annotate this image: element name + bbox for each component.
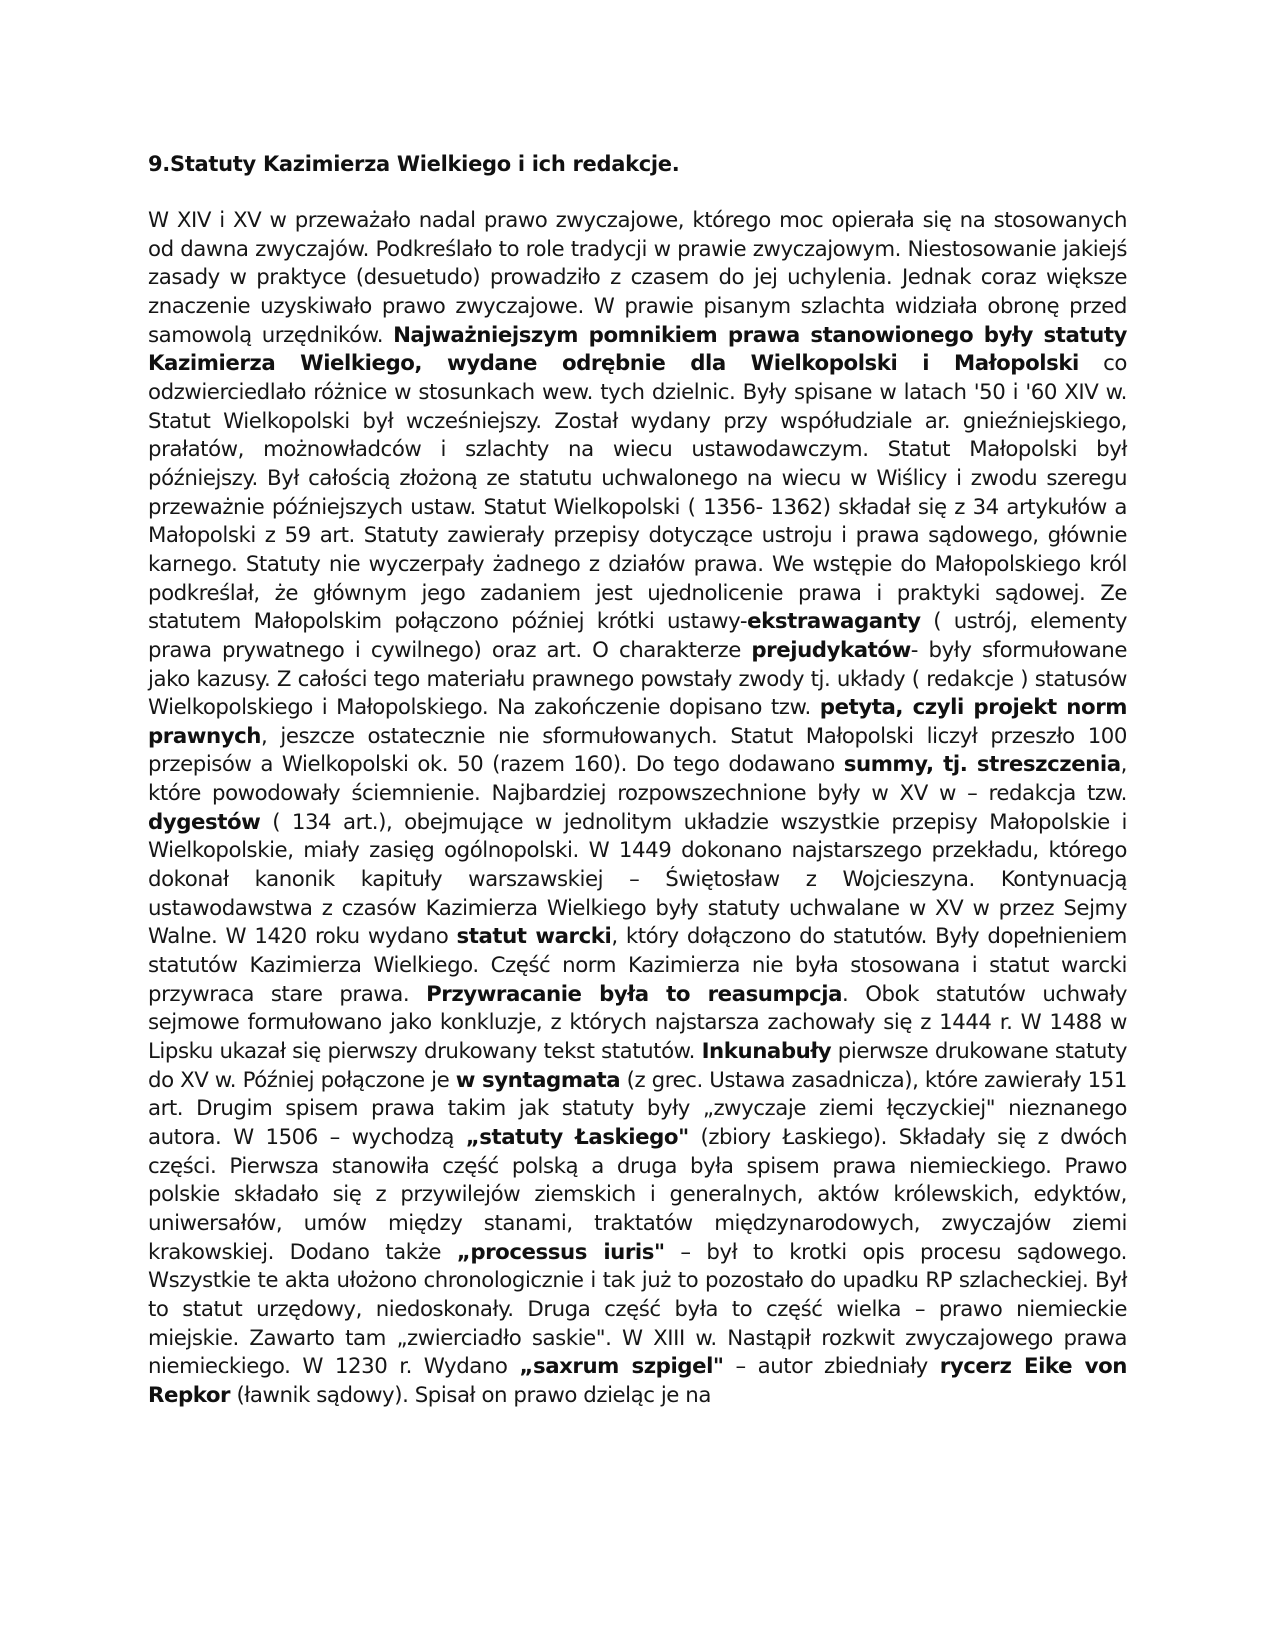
body-text-run: W XIV i XV w przeważało nadal prawo zwyczajowe, którego moc opierała się na stosowanych od dawna zwyczajów. Podkreślało to role tradycji w prawie zwyczajowym. Niestosowanie jakiejś zasady w praktyce (desuetudo) prowadziło z czasem do jej uchylenia. Jednak coraz większe znaczenie uzyskiwało prawo zwyczajowe. W prawie pisanym szlachta widziała obronę przed samowolą urzędników. (148, 208, 1127, 348)
body-text-run: , który dołączono do statutów. Były dopełnieniem statutów Kazimierza Wielkiego. Część norm Kazimierza nie była stosowana i statut warcki przywraca stare prawa. (148, 924, 1127, 1007)
body-text-run: . Obok statutów uchwały sejmowe formułowano jako konkluzje, z których najstarsza zachowały się z 1444 r. W 1488 w Lipsku ukazał się pierwszy drukowany tekst statutów. (148, 981, 1127, 1065)
body-text-run: (ławnik sądowy). Spisał on prawo dzieląc je na (230, 1382, 711, 1408)
document-body (148, 207, 1127, 1411)
bold-term: „saxrum szpigel" (519, 1354, 724, 1380)
bold-term: dygestów (148, 809, 261, 835)
bold-term: prejudykatów (751, 637, 911, 663)
bold-term: Inkunabuły (701, 1039, 832, 1065)
bold-term: summy, tj. streszczenia (843, 752, 1121, 778)
body-text-run: (zbiory Łaskiego). Składały się z dwóch części. Pierwsza stanowiła część polską a druga była spisem prawa niemieckiego. Prawo polskie składało się z przywilejów ziemskich i generalnych, aktów królewskich, edyktów, uniwersałów, umów między stanami, traktatów międzynarodowych, zwyczajów ziemi krakowskiej. Dodano także (148, 1125, 1127, 1265)
bold-term: „processus iuris" (456, 1239, 665, 1265)
body-text-run: – autor zbiedniały (723, 1354, 940, 1380)
body-text-run: , jeszcze ostatecznie nie sformułowanych. Statut Małopolski liczył przeszło 100 przepisów a Wielkopolski ok. 50 (razem 160). Do tego dodawano (148, 723, 1127, 778)
bold-term: „statuty Łaskiego" (465, 1125, 689, 1150)
body-text-run: – był to krotki opis procesu sądowego. Wszystkie te akta ułożono chronologicznie i tak już to pozostało do upadku RP szlacheckiej. Był to statut urzędowy, niedoskonały. Druga część była to część wielka – prawo niemieckie miejskie. Zawarto tam „zwierciadło saskie". W XIII w. Nastąpił rozkwit zwyczajowego prawa niemieckiego. W 1230 r. Wydano (148, 1239, 1128, 1380)
body-text-run: (z grec. Ustawa zasadnicza), które zawierały 151 art. Drugim spisem prawa takim jak statuty były „zwyczaje ziemi łęczyckiej" nieznanego autora. W 1506 – wychodzą (148, 1067, 1127, 1150)
body-text-run: pierwsze drukowane statuty do XV w. Później połączone je (148, 1039, 1127, 1093)
body-text-run: , które powodowały ściemnienie. Najbardziej rozpowszechnione były w XV w – redakcja tzw. (148, 752, 1127, 807)
body-text-run: ( ustrój, elementy prawa prywatnego i cywilnego) oraz art. O charakterze (148, 609, 1127, 663)
body-text-run: ( 134 art.), obejmujące w jednolitym układzie wszystkie przepisy Małopolskie i Wielkopolskie, miały zasięg ogólnopolski. W 1449 dokonano najstarszego przekładu, którego dokonał kanonik kapituły warszawskiej – Świętosław z Wojcieszyna. Kontynuacją ustawodawstwa z czasów Kazimierza Wielkiego były statuty uchwalane w XV w przez Sejmy Walne. W 1420 roku wydano (148, 809, 1127, 950)
bold-term: Przywracanie była to reasumpcja (426, 981, 842, 1007)
bold-term: w syntagmata (455, 1067, 621, 1093)
bold-term: petyta, czyli projekt norm prawnych (148, 695, 1127, 749)
bold-term: statut warcki (456, 924, 612, 950)
body-text-run: co odzwierciedlało różnice w stosunkach wew. tych dzielnic. Były spisane w latach '50 i '60 XIV w. Statut Wielkopolski był wcześniejszy. Został wydany przy współudziale ar. gnieźniejskiego, prałatów, możnowładców i szlachty na wiecu ustawodawczym. Statut Małopolski był późniejszy. Był całością złożoną ze statutu uchwalonego na wiecu w Wiślicy i zwodu szeregu przeważnie późniejszych ustaw. Statut Wielkopolski ( 1356- 1362) składał się z 34 artykułów a Małopolski z 59 art. Statuty zawierały przepisy dotyczące ustroju i prawa sądowego, głównie karnego. Statuty nie wyczerpały żadnego z działów prawa. We wstępie do Małopolskiego król podkreślał, że głównym jego zadaniem jest ujednolicenie prawa i praktyki sądowej. Ze statutem Małopolskim połączono później krótki ustawy- (148, 351, 1127, 635)
body-text-run: - były sformułowane jako kazusy. Z całości tego materiału prawnego powstały zwody tj. układy ( redakcje ) statusów Wielkopolskiego i Małopolskiego. Na zakończenie dopisano tzw. (148, 637, 1127, 721)
bold-term: Najważniejszym pomnikiem prawa stanowionego były statuty Kazimierza Wielkiego, wydane odrębnie dla Wielkopolski i Małopolski (148, 322, 1127, 377)
document-title: 9.Statuty Kazimierza Wielkiego i ich redakcje. (148, 152, 680, 176)
bold-term: ekstrawaganty (747, 609, 921, 635)
bold-term: rycerz Eike von Repkor (148, 1354, 1127, 1408)
